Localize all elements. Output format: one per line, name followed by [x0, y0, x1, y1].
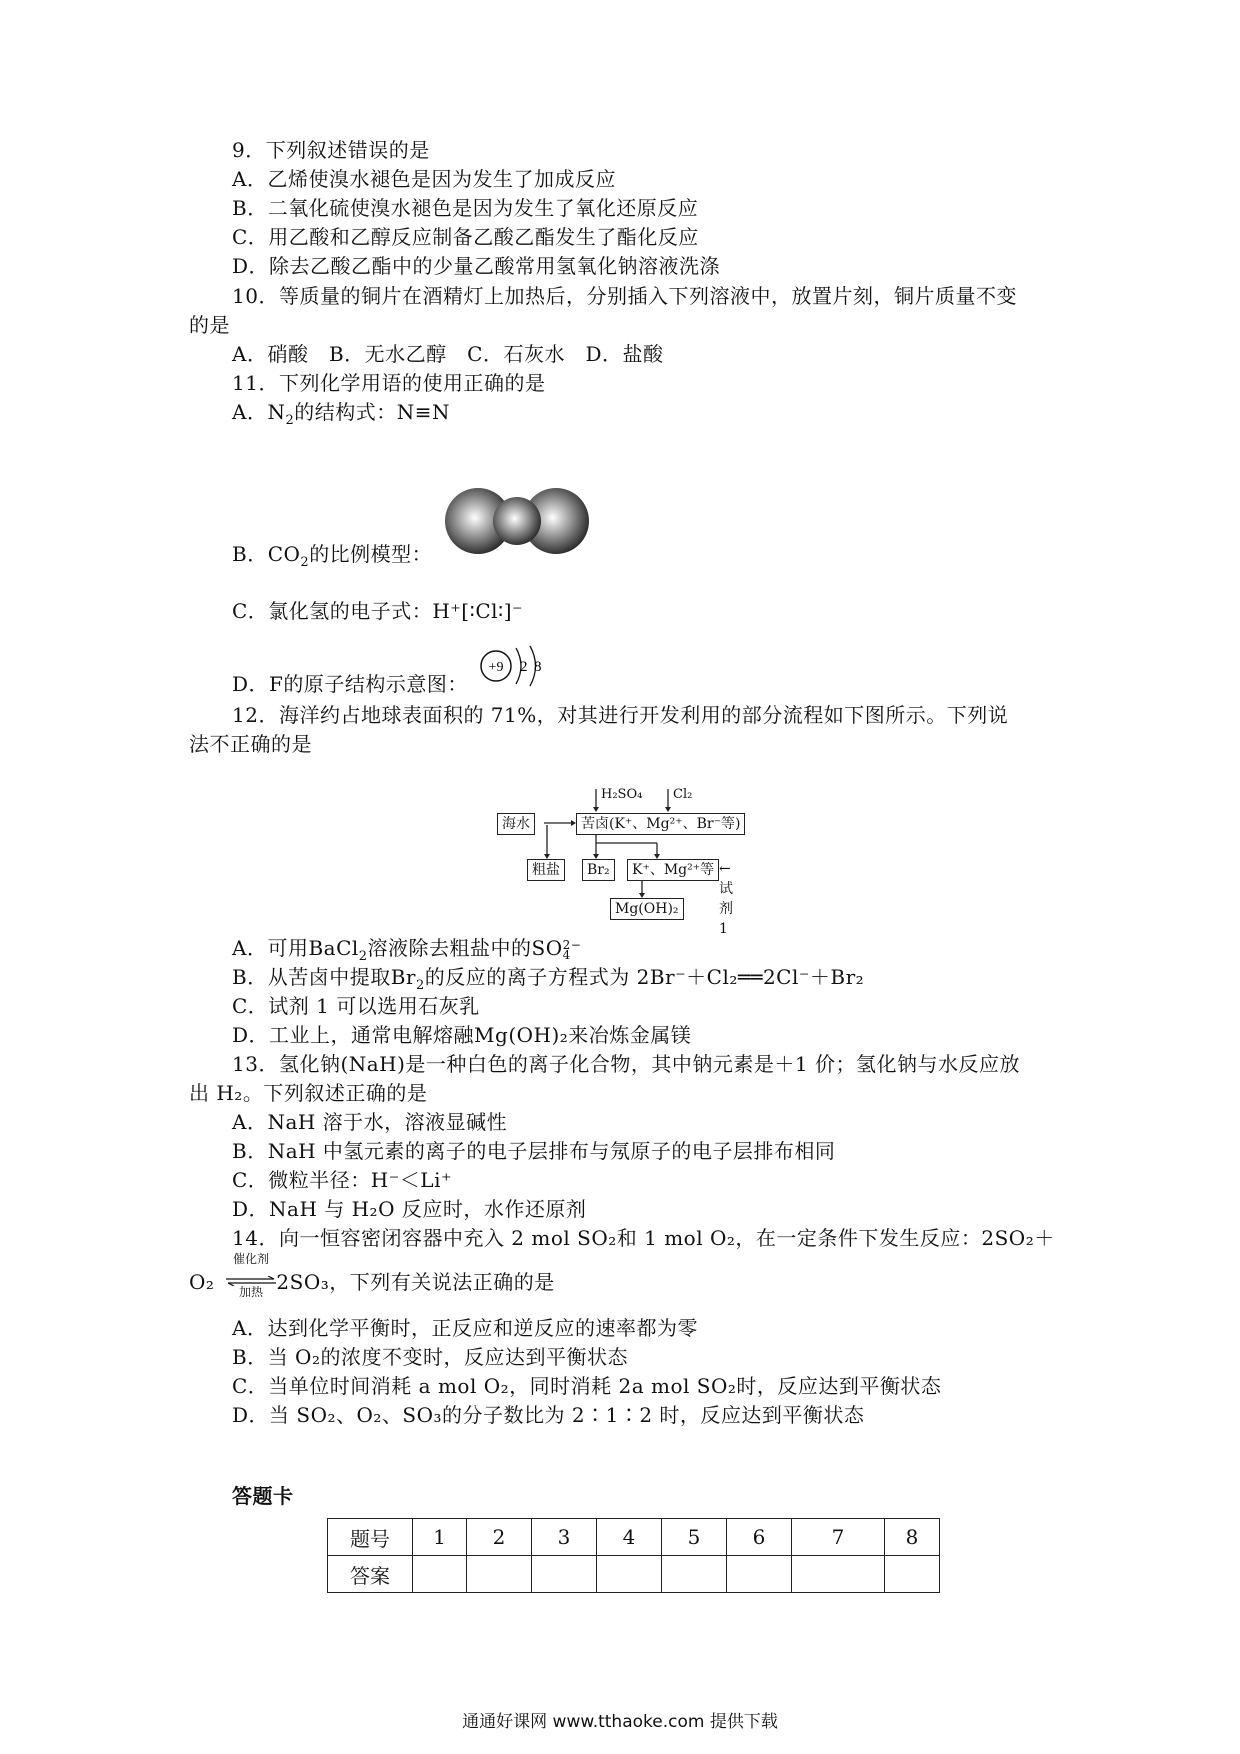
q12-stem: 12．海洋约占地球表面积的 71%，对其进行开发利用的部分流程如下图所示。下列说 [232, 703, 1009, 727]
answer-cell[interactable] [413, 1556, 467, 1593]
flow-cl2: Cl₂ [673, 787, 693, 802]
flow-k-mg: K⁺、Mg²⁺等 [627, 859, 719, 881]
atom-shell-1: 2 [520, 659, 528, 675]
answer-cell[interactable] [662, 1556, 727, 1593]
q14-option-a: A．达到化学平衡时，正反应和逆反应的速率都为零 [232, 1316, 698, 1340]
answer-card-number: 5 [662, 1519, 727, 1556]
answer-card-row-label: 答案 [328, 1556, 413, 1593]
q9-option-c: C．用乙酸和乙醇反应制备乙酸乙酯发生了酯化反应 [232, 225, 699, 249]
answer-cell[interactable] [885, 1556, 940, 1593]
flow-mgoh2: Mg(OH)₂ [610, 898, 684, 920]
q12-stem-cont: 法不正确的是 [189, 732, 312, 756]
q10-options: A．硝酸 B．无水乙醇 C．石灰水 D．盐酸 [232, 342, 664, 366]
flow-seawater: 海水 [497, 813, 535, 835]
answer-card-number: 2 [467, 1519, 532, 1556]
q13-stem-cont: 出 H₂。下列叙述正确的是 [189, 1081, 428, 1105]
q11-option-a: A．$N_2$的结构式：N≡N [232, 400, 450, 428]
answer-cell[interactable] [792, 1556, 885, 1593]
answer-card-number: 1 [413, 1519, 467, 1556]
q14-option-c: C．当单位时间消耗 a mol O₂，同时消耗 2a mol SO₂时，反应达到平衡状态 [232, 1374, 942, 1398]
q14-option-b: B．当 O₂的浓度不变时，反应达到平衡状态 [232, 1345, 628, 1369]
answer-card-number: 4 [597, 1519, 662, 1556]
answer-cell[interactable] [467, 1556, 532, 1593]
hcl-electron-formula: H⁺[∶Cl∶]⁻ [432, 599, 524, 623]
q13-option-b: B．NaH 中氢元素的离子的电子层排布与氖原子的电子层排布相同 [232, 1139, 836, 1163]
answer-card-row-label: 题号 [328, 1519, 413, 1556]
answer-cell[interactable] [597, 1556, 662, 1593]
q10-stem: 10．等质量的铜片在酒精灯上加热后，分别插入下列溶液中，放置片刻，铜片质量不变 [232, 284, 1017, 308]
q11-option-b: B．$CO_2$的比例模型： [232, 542, 433, 570]
q11-stem: 11．下列化学用语的使用正确的是 [232, 371, 546, 395]
q14-heat-label: 加热 [238, 1285, 263, 1299]
fluorine-atom-diagram [478, 640, 558, 690]
q9-option-d: D．除去乙酸乙酯中的少量乙酸常用氢氧化钠溶液洗涤 [232, 254, 721, 278]
answer-card-title: 答题卡 [232, 1484, 294, 1508]
flow-br2: Br₂ [582, 859, 615, 881]
flow-reagent-1: ←试剂1 [719, 861, 733, 937]
co2-space-filling-model [443, 486, 591, 556]
q9-option-b: B．二氧化硫使溴水褪色是因为发生了氧化还原反应 [232, 196, 699, 220]
q12-option-c: C．试剂 1 可以选用石灰乳 [232, 994, 480, 1018]
q14-option-d: D．当 SO₂、O₂、SO₃的分子数比为 2∶1∶2 时，反应达到平衡状态 [232, 1403, 865, 1427]
flow-bittern: 苦卤(K⁺、Mg²⁺、Br⁻等) [576, 813, 745, 835]
atom-shell-2: 8 [534, 659, 542, 675]
q12-option-a: A．可用BaCl$_2$溶液除去粗盐中的SO 2− 4 [232, 936, 582, 964]
answer-card-number: 3 [532, 1519, 597, 1556]
q14-stem: 14．向一恒容密闭容器中充入 2 mol SO₂和 1 mol O₂，在一定条件下发生反应：2SO₂＋ [232, 1226, 1055, 1250]
answer-card-number: 6 [727, 1519, 792, 1556]
q9-option-a: A．乙烯使溴水褪色是因为发生了加成反应 [232, 167, 616, 191]
q9-stem: 9．下列叙述错误的是 [232, 138, 430, 162]
flow-crude-salt: 粗盐 [527, 859, 565, 881]
q12-option-d: D．工业上，通常电解熔融Mg(OH)₂来冶炼金属镁 [232, 1023, 692, 1047]
q13-option-d: D．NaH 与 H₂O 反应时，水作还原剂 [232, 1197, 587, 1221]
answer-card-table [327, 1518, 940, 1593]
q13-option-a: A．NaH 溶于水，溶液显碱性 [232, 1110, 508, 1134]
answer-card-answer-row [328, 1556, 940, 1593]
q11-option-c: C．氯化氢的电子式：H⁺[∶Cl∶]⁻ [232, 599, 524, 623]
q13-option-c: C．微粒半径：H⁻＜Li⁺ [232, 1168, 453, 1192]
answer-card-number: 7 [792, 1519, 885, 1556]
q11-option-d: D．F的原子结构示意图： [232, 672, 468, 696]
q13-stem: 13．氢化钠(NaH)是一种白色的离子化合物，其中钠元素是＋1 价；氢化钠与水反应放 [232, 1052, 1021, 1076]
flow-h2so4: H₂SO₄ [601, 787, 643, 802]
q12-option-b: B．从苦卤中提取$Br_2$的反应的离子方程式为 2Br⁻＋Cl₂══2Cl⁻＋Br₂ [232, 965, 865, 993]
answer-cell[interactable] [532, 1556, 597, 1593]
q14-catalyst-label: 催化剂 [232, 1252, 269, 1266]
page-footer: 通通好课网 www.tthaoke.com 提供下载 [462, 1712, 778, 1732]
answer-card-number: 8 [885, 1519, 940, 1556]
atom-nucleus-label: +9 [488, 660, 504, 675]
answer-card-number-row [328, 1519, 940, 1556]
q10-stem-cont: 的是 [189, 313, 230, 337]
q14-stem-cont: O₂ 2SO₃，下列有关说法正确的是 [189, 1270, 555, 1294]
answer-cell[interactable] [727, 1556, 792, 1593]
